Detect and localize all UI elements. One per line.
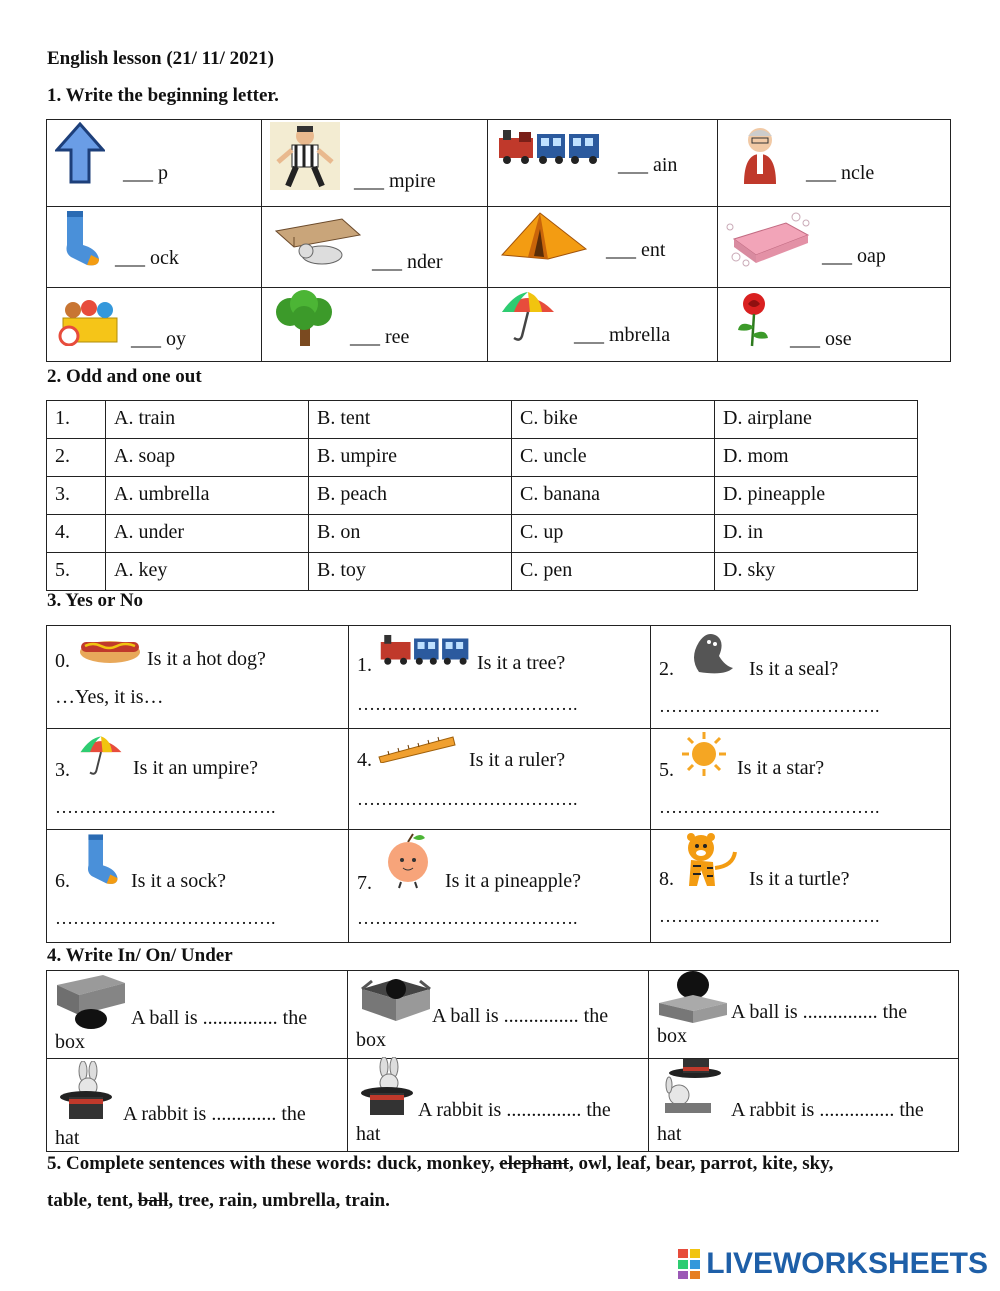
tiger-icon <box>679 832 743 890</box>
letter-cell <box>488 120 718 207</box>
letter-cell <box>718 288 951 362</box>
option-a[interactable]: A. train <box>106 401 309 439</box>
question-number: 6. <box>55 870 70 892</box>
answer-line[interactable]: …Yes, it is… <box>55 686 164 708</box>
answer-line[interactable]: ………………………………. <box>659 906 880 926</box>
toy-icon <box>57 294 121 346</box>
option-a[interactable]: A. key <box>106 553 309 591</box>
question-text: Is it a seal? <box>749 658 839 680</box>
question-number: 1. <box>357 654 372 676</box>
option-b[interactable]: B. on <box>309 515 512 553</box>
section-1-heading: 1. Write the beginning letter. <box>47 85 279 106</box>
rabbit-hat-icon <box>655 1059 725 1119</box>
answer-line[interactable]: ………………………………. <box>55 908 276 928</box>
prompt-cell <box>348 971 649 1059</box>
word-list-part: table, tent, <box>47 1190 138 1211</box>
letter-blank-text[interactable]: ___ ose <box>790 328 852 350</box>
prompt-text[interactable]: A rabbit is ............... the <box>418 1099 611 1121</box>
question-text: Is it an umpire? <box>133 757 258 779</box>
question-cell <box>349 729 651 830</box>
option-b[interactable]: B. peach <box>309 477 512 515</box>
option-d[interactable]: D. airplane <box>715 401 918 439</box>
option-b[interactable]: B. tent <box>309 401 512 439</box>
question-number: 4. <box>357 749 372 771</box>
option-d[interactable]: D. sky <box>715 553 918 591</box>
train-icon <box>497 126 602 166</box>
question-number: 7. <box>357 872 372 894</box>
umbrella-icon <box>500 290 556 344</box>
tent-icon <box>498 209 590 261</box>
prompt-text[interactable]: A rabbit is ............... the <box>731 1099 924 1121</box>
prompt-text[interactable]: A ball is ............... the <box>131 1007 308 1029</box>
ball-in-box-icon <box>358 975 434 1025</box>
word-list-part: , tree, rain, umbrella, train. <box>168 1190 390 1211</box>
prompt-cell <box>649 971 959 1059</box>
hot-dog-icon <box>77 628 143 666</box>
letter-blank-text[interactable]: ___ mbrella <box>574 324 671 346</box>
row-number: 4. <box>47 515 106 553</box>
option-a[interactable]: A. soap <box>106 439 309 477</box>
section-4-heading: 4. Write In/ On/ Under <box>47 945 233 966</box>
question-cell <box>47 830 349 943</box>
question-text: Is it a hot dog? <box>147 648 266 670</box>
table-row <box>47 439 918 477</box>
arrow-up-icon <box>55 122 105 184</box>
option-c[interactable]: C. pen <box>512 553 715 591</box>
option-c[interactable]: C. up <box>512 515 715 553</box>
option-d[interactable]: D. in <box>715 515 918 553</box>
letter-cell <box>262 207 488 288</box>
prompt-text[interactable]: A ball is ............... the <box>432 1005 609 1027</box>
letter-blank-text[interactable]: ___ ock <box>115 247 179 269</box>
train-icon <box>379 630 471 668</box>
beginning-letter-table <box>46 119 951 362</box>
letter-cell <box>262 288 488 362</box>
uncle-icon <box>738 124 782 184</box>
row-number: 1. <box>47 401 106 439</box>
option-c[interactable]: C. bike <box>512 401 715 439</box>
question-text: Is it a sock? <box>131 870 226 892</box>
section-3-heading: 3. Yes or No <box>47 590 144 611</box>
question-text: Is it a star? <box>737 757 825 779</box>
odd-one-out-table <box>46 400 918 591</box>
letter-cell <box>718 120 951 207</box>
section-5-lead: 5. Complete sentences with these words: duck, monkey, <box>47 1153 500 1174</box>
prompt-object: box <box>55 1031 85 1053</box>
sock-icon <box>61 209 105 267</box>
ball-on-box-icon <box>655 967 731 1025</box>
section-5-words: , owl, leaf, bear, parrot, kite, sky, <box>568 1153 834 1174</box>
question-number: 0. <box>55 650 70 672</box>
liveworksheets-logo-icon <box>678 1249 702 1279</box>
option-d[interactable]: D. mom <box>715 439 918 477</box>
letter-cell <box>488 207 718 288</box>
sock-icon <box>83 832 123 886</box>
row-number: 5. <box>47 553 106 591</box>
answer-line[interactable]: ………………………………. <box>55 797 276 817</box>
prompt-text[interactable]: A rabbit is ............. the <box>123 1103 306 1125</box>
under-icon <box>272 217 364 267</box>
struck-word: ball <box>137 1190 169 1211</box>
page-title: English lesson (21/ 11/ 2021) <box>47 48 274 69</box>
table-row <box>47 401 918 439</box>
liveworksheets-logo[interactable] <box>678 1247 988 1281</box>
in-on-under-table <box>46 970 959 1152</box>
table-row <box>47 477 918 515</box>
prompt-cell <box>47 1059 348 1152</box>
option-c[interactable]: C. banana <box>512 477 715 515</box>
letter-cell <box>488 288 718 362</box>
prompt-object: hat <box>356 1123 381 1145</box>
section-5-heading <box>47 1153 833 1175</box>
prompt-cell <box>649 1059 959 1152</box>
section-2-heading: 2. Odd and one out <box>47 366 202 387</box>
peach-icon <box>383 832 433 890</box>
letter-blank-text[interactable]: ___ p <box>123 162 168 184</box>
letter-blank-text[interactable]: ___ mpire <box>354 170 436 192</box>
question-cell <box>651 830 951 943</box>
letter-blank-text[interactable]: ___ oap <box>822 245 886 267</box>
soap-icon <box>726 209 816 269</box>
question-text: Is it a tree? <box>477 652 566 674</box>
prompt-object: box <box>356 1029 386 1051</box>
letter-cell <box>47 288 262 362</box>
rabbit-hat-icon <box>356 1057 418 1117</box>
table-row <box>47 515 918 553</box>
prompt-object: hat <box>55 1127 80 1149</box>
question-number: 8. <box>659 868 674 890</box>
prompt-object: box <box>657 1025 687 1047</box>
answer-line[interactable]: ………………………………. <box>659 696 880 716</box>
question-cell <box>651 626 951 729</box>
prompt-cell <box>47 971 348 1059</box>
letter-cell <box>47 207 262 288</box>
option-b[interactable]: B. umpire <box>309 439 512 477</box>
question-number: 5. <box>659 759 674 781</box>
tree-icon <box>270 290 340 348</box>
question-cell <box>47 729 349 830</box>
prompt-cell <box>348 1059 649 1152</box>
logo-text: LIVEWORKSHEETS <box>706 1247 988 1280</box>
table-row <box>47 553 918 591</box>
letter-blank-text[interactable]: ___ ree <box>350 326 410 348</box>
seal-icon <box>685 628 737 676</box>
answer-line[interactable]: ………………………………. <box>357 908 578 928</box>
question-text: Is it a ruler? <box>469 749 566 771</box>
option-a[interactable]: A. umbrella <box>106 477 309 515</box>
row-number: 3. <box>47 477 106 515</box>
rabbit-hat-icon <box>55 1061 117 1121</box>
question-cell <box>651 729 951 830</box>
question-cell <box>349 830 651 943</box>
umbrella-icon <box>79 733 123 779</box>
letter-blank-text[interactable]: ___ ain <box>618 154 678 176</box>
answer-line[interactable]: ………………………………. <box>357 694 578 714</box>
prompt-text[interactable]: A ball is ............... the <box>731 1001 908 1023</box>
answer-line[interactable]: ………………………………. <box>357 789 578 809</box>
question-number: 3. <box>55 759 70 781</box>
letter-cell <box>718 207 951 288</box>
question-text: Is it a turtle? <box>749 868 850 890</box>
prompt-object: hat <box>657 1123 682 1145</box>
question-text: Is it a pineapple? <box>445 870 582 892</box>
question-cell <box>349 626 651 729</box>
option-d[interactable]: D. pineapple <box>715 477 918 515</box>
rose-icon <box>732 290 776 348</box>
row-number: 2. <box>47 439 106 477</box>
struck-word: elephant <box>499 1153 569 1174</box>
letter-blank-text[interactable]: ___ ent <box>606 239 666 261</box>
letter-blank-text[interactable]: ___ oy <box>131 328 186 350</box>
option-b[interactable]: B. toy <box>309 553 512 591</box>
letter-blank-text[interactable]: ___ ncle <box>806 162 875 184</box>
question-number: 2. <box>659 658 674 680</box>
letter-cell <box>47 120 262 207</box>
letter-cell <box>262 120 488 207</box>
option-c[interactable]: C. uncle <box>512 439 715 477</box>
sun-icon <box>681 731 727 777</box>
umpire-icon <box>270 122 340 190</box>
yes-no-table <box>46 625 951 943</box>
option-a[interactable]: A. under <box>106 515 309 553</box>
ball-under-box-icon <box>53 973 129 1029</box>
question-cell <box>47 626 349 729</box>
letter-blank-text[interactable]: ___ nder <box>372 251 443 273</box>
section-5-words-line2 <box>47 1190 390 1212</box>
answer-line[interactable]: ………………………………. <box>659 797 880 817</box>
ruler-icon <box>377 733 457 763</box>
